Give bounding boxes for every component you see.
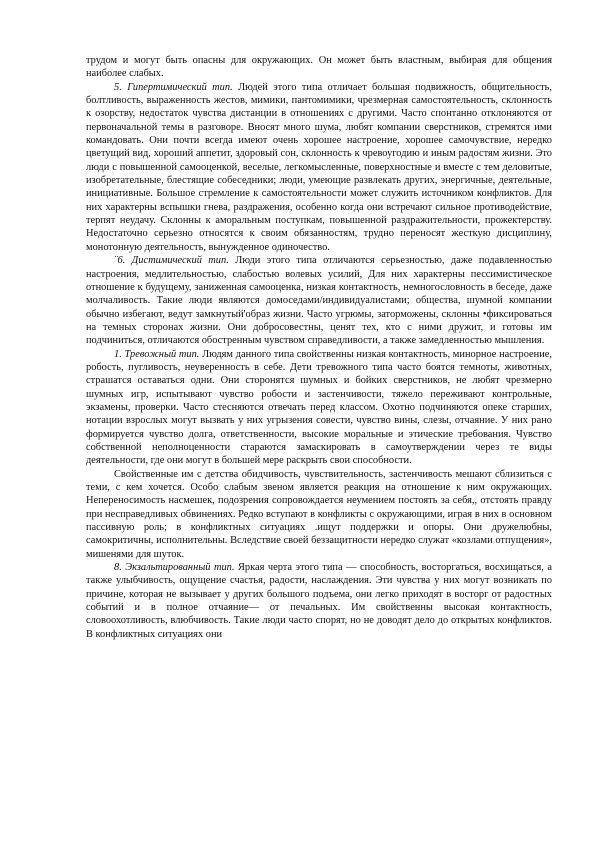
paragraph-text: Людям данного типа свойственны низкая контактность, минорное настроение, робость, пугливость, неуверенность в себе. Дети тревожного типа часто боятся темноты, животных, страшатся оставаться одни. Они сторонятся шумных и бойких сверстников, не любят чрезмерно шумных игр, испытывают чувство робости и застенчивости, тяжело переживают контрольные, экзамены, проверки. Часто стесняются отвечать перед классом. Охотно подчиняются опеке старших, нотации взрослых могут вызвать у них угрызения совести, чувство вины, слезы, отчаяние. У них рано формируется чувство долга, ответственности, высокие моральные и этические требования. Чувство собственной неполноценности стараются замаскировать в самоутверждении через те виды деятельности, где они могут в большей мере раскрыть свои способности. [86,348,552,467]
paragraph-text: трудом и могут быть опасны для окружающих. Он может быть властным, выбирая для общения наиболее слабых. [86,55,552,80]
paragraph-text: Людей этого типа отличает большая подвижность, общительность, болтливость, выраженность жестов, мимики, пантомимики, чрезмерная самостоятельность, склонность к озорству, недостаток чувства дистанции в отношениях с другими. Часто спонтанно отклоняются от первоначальной темы в разговоре. Вносят много шума, любят компании сверстников, стремятся ими командовать. Они почти всегда имеют очень хорошее настроение, хорошее самочувствие, нередко цветущий вид, хороший аппетит, здоровый сон, склонность к чревоугодию и иным радостям жизни. Это люди с повышенной самооценкой, веселые, легкомысленные, поверхностные и вместе с тем деловитые, изобретательные, блестящие собеседники; люди, умеющие развлекать других, энергичные, деятельные, инициативные. Большое стремление к самостоятельности может служить источником конфликтов. Для них характерны вспышки гнева, раздражения, особенно когда они встречают сильное противодействие, терпят неудачу. Склонны к аморальным поступкам, повышенной раздражительности, прожектерству. Недостаточно серьезно относятся к своим обязанностям, трудно переносят жесткую дисциплину, монотонную деятельность, вынужденное одиночество. [86,81,552,253]
paragraph-text: Яркая черта этого типа — способность, восторгаться, восхищаться, а также улыбчивость, ощущение счастья, радости, наслаждения. Эти чувства у них могут возникать по причине, которая не вызывает у других большого подъема, они легко приходят в восторг от радостных событий и в полное отчаяние— от печальных. Им свойственны высокая контактность, словоохотливость, влюбчивость. Такие люди часто спорят, но не доводят дело до открытых конфликтов. В конфликтных ситуациях они [86,562,552,640]
paragraph-text: Свойственные им с детства обидчивость, чувствительность, застенчивость мешают сблизиться с теми, с кем хочется. Особо слабым звеном является реакция на отношение к ним окружающих. Непереносимость насмешек, подозрения сопровождается неумением постоять за себя,, отстоять правду при несправедливых обвинениях. Редко вступают в конфликты с окружающими, играя в них в основном пассивную роль; в конфликтных ситуациях .ищут поддержки и опоры. Они дружелюбны, самокритичны, исполнительны. Вследствие своей беззащитности нередко служат «козлами отпущения», мишенями для шуток. [86,468,552,560]
type-heading: 8. Экзальтированный тип. [114,562,235,574]
type-heading: ¨6. Дистимический тип. [114,255,229,267]
type-heading: 5. Гипертимический тип. [114,81,233,93]
paragraph-dysthymic-type [86,254,552,347]
paragraph-continuation [86,54,552,81]
paragraph-anxious-type-continued [86,468,552,561]
paragraph-hyperthymic-type [86,81,552,254]
paragraph-anxious-type [86,348,552,468]
document-page [86,54,552,641]
paragraph-text: Люди этого типа отличаются серьезностью, даже подавленностью настроения, медлительностью, слабостью волевых усилий, Для них характерны пессимистическое отношение к будущему, заниженная самооценка, низкая контактность, немногословность в беседе, даже молчаливость. Такие люди являются домоседами/индивидуалистами; общества, шумной компании обычно избегают, ведут замкнутый'образ жизни. Часто угрюмы, заторможены, склонны •фиксироваться на темных сторонах жизни. Они добросовестны, ценят тех, кто с ними дружит, и готовы им подчиниться, отличаются обостренным чувством справедливости, а также замедленностью мышления. [86,255,552,347]
paragraph-exalted-type [86,561,552,641]
type-heading: 1. Тревожный тип. [114,348,200,360]
